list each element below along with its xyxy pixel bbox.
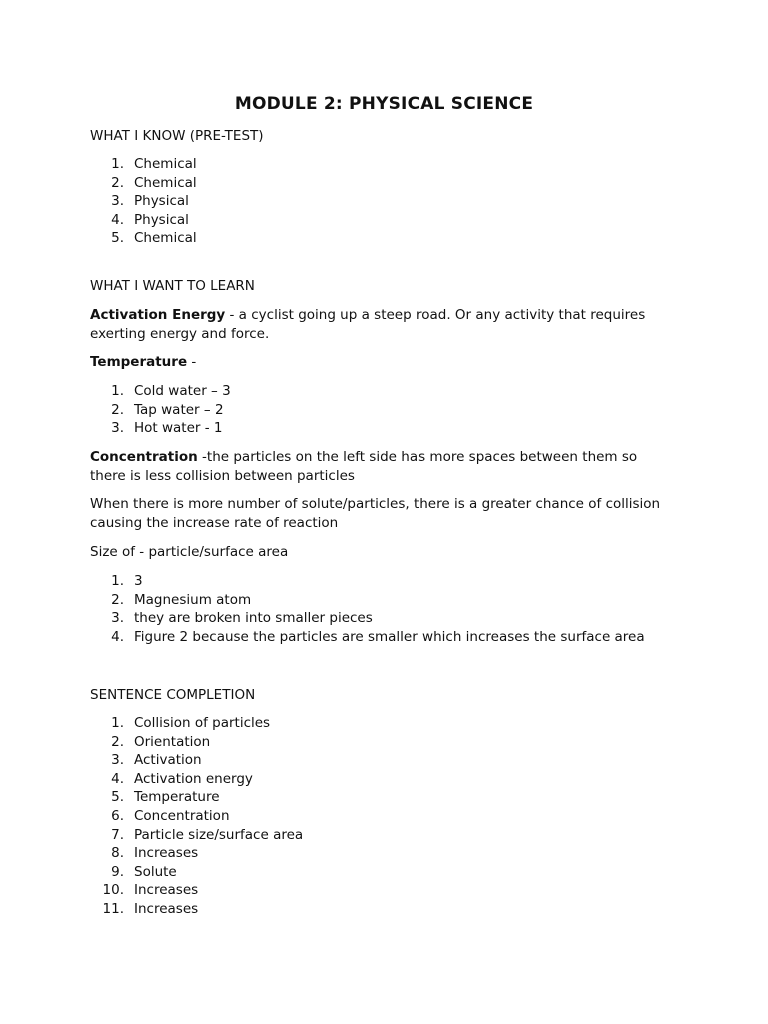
list-item-text: 3 xyxy=(134,573,143,589)
list-item xyxy=(90,770,303,789)
list-item-text: Chemical xyxy=(134,156,197,172)
list-item xyxy=(90,155,197,174)
list-item xyxy=(90,211,197,230)
list-item xyxy=(90,401,231,420)
list-item-number: 3. xyxy=(111,420,124,437)
activation-energy-term: Activation Energy xyxy=(90,307,226,323)
list-item-text: Chemical xyxy=(134,230,197,247)
list-item xyxy=(90,900,303,919)
activation-energy-text: - a cyclist going up a steep road. Or any activity that requires exerting energy and force. xyxy=(90,307,646,342)
temperature-text: - xyxy=(187,354,197,370)
list-item-text: Increases xyxy=(134,882,199,899)
temperature-list xyxy=(90,382,231,438)
list-item-number: 1. xyxy=(111,573,124,589)
list-item xyxy=(90,714,303,733)
list-item-number: 3. xyxy=(111,193,124,210)
list-item xyxy=(90,591,645,610)
learn-heading: WHAT I WANT TO LEARN xyxy=(90,278,255,294)
list-item-number: 2. xyxy=(111,733,124,750)
pretest-heading: WHAT I KNOW (PRE-TEST) xyxy=(90,128,264,144)
temperature-paragraph xyxy=(90,353,670,372)
list-item xyxy=(90,572,645,591)
list-item-text: Activation xyxy=(134,752,202,769)
list-item xyxy=(90,229,197,248)
size-list xyxy=(90,572,645,646)
list-item xyxy=(90,628,645,647)
temperature-term: Temperature xyxy=(90,354,188,370)
list-item xyxy=(90,733,303,752)
list-item-number: 5. xyxy=(111,230,124,247)
completion-list xyxy=(90,714,303,919)
list-item xyxy=(90,382,231,401)
list-item-number: 4. xyxy=(111,770,124,787)
list-item xyxy=(90,807,303,826)
completion-heading: SENTENCE COMPLETION xyxy=(90,687,256,703)
list-item-number: 1. xyxy=(111,383,124,399)
list-item-text: Physical xyxy=(134,193,189,210)
concentration-term: Concentration xyxy=(90,449,198,465)
pretest-list xyxy=(90,155,197,248)
page-title: MODULE 2: PHYSICAL SCIENCE xyxy=(234,94,534,114)
concentration-text: -the particles on the left side has more spaces between them so there is less collision between particles xyxy=(90,449,638,484)
list-item-text: Solute xyxy=(134,863,177,880)
list-item-number: 2. xyxy=(111,174,124,191)
list-item xyxy=(90,419,231,438)
solute-paragraph: When there is more number of solute/particles, there is a greater chance of collision causing the increase rate of reaction xyxy=(90,496,661,531)
list-item-text: Magnesium atom xyxy=(134,591,252,608)
list-item-text: Collision of particles xyxy=(134,715,271,731)
size-paragraph: Size of - particle/surface area xyxy=(90,544,289,560)
concentration-paragraph xyxy=(90,448,670,486)
list-item-number: 7. xyxy=(111,826,124,843)
list-item-text: Increases xyxy=(134,900,199,917)
list-item-number: 3. xyxy=(111,610,124,627)
list-item-number: 2. xyxy=(111,591,124,608)
activation-energy-paragraph xyxy=(90,306,670,344)
list-item xyxy=(90,881,303,900)
list-item-number: 3. xyxy=(111,752,124,769)
list-item-text: Temperature xyxy=(134,789,220,806)
list-item-number: 8. xyxy=(111,845,124,862)
list-item-text: they are broken into smaller pieces xyxy=(134,610,373,627)
list-item-text: Activation energy xyxy=(134,770,253,787)
list-item-number: 6. xyxy=(111,807,124,824)
list-item-number: 1. xyxy=(111,715,124,731)
list-item xyxy=(90,826,303,845)
list-item-text: Chemical xyxy=(134,174,197,191)
list-item-text: Tap water – 2 xyxy=(134,401,224,418)
list-item-number: 10. xyxy=(102,882,124,899)
list-item-text: Concentration xyxy=(134,807,230,824)
list-item xyxy=(90,609,645,628)
list-item xyxy=(90,174,197,193)
list-item-number: 4. xyxy=(111,628,124,645)
list-item-number: 1. xyxy=(111,156,124,172)
list-item-number: 4. xyxy=(111,211,124,228)
list-item-text: Physical xyxy=(134,211,189,228)
list-item xyxy=(90,192,197,211)
list-item xyxy=(90,844,303,863)
list-item-number: 5. xyxy=(111,789,124,806)
list-item-text: Figure 2 because the particles are smaller which increases the surface area xyxy=(134,628,645,645)
list-item-text: Orientation xyxy=(134,733,211,750)
list-item-text: Particle size/surface area xyxy=(134,826,304,843)
list-item xyxy=(90,788,303,807)
list-item-number: 11. xyxy=(102,900,124,917)
list-item xyxy=(90,751,303,770)
list-item-text: Cold water – 3 xyxy=(134,383,231,399)
list-item xyxy=(90,863,303,882)
list-item-text: Increases xyxy=(134,845,199,862)
list-item-text: Hot water - 1 xyxy=(134,420,223,437)
list-item-number: 9. xyxy=(111,863,124,880)
list-item-number: 2. xyxy=(111,401,124,418)
